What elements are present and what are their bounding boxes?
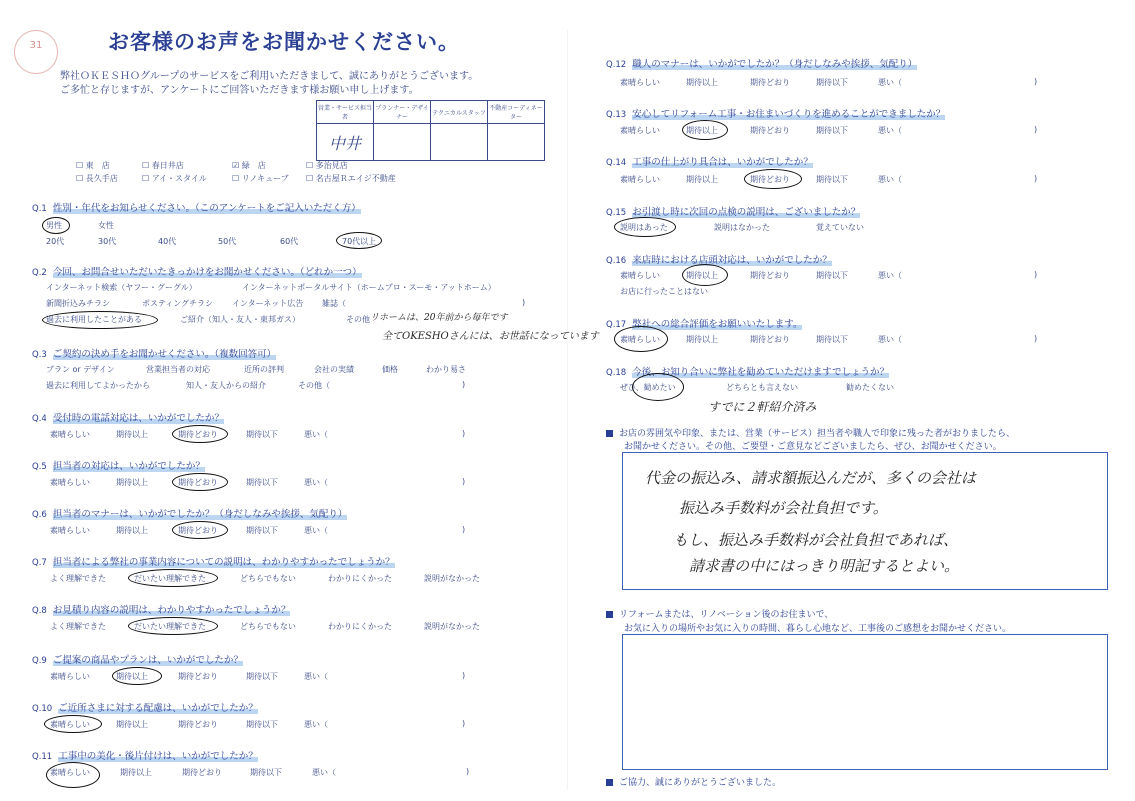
staff-header-planner: プランナー・デザイナー: [374, 101, 431, 124]
question-1: [32, 200, 361, 214]
option[interactable]: 期待以下: [246, 672, 278, 681]
answer-circle: [172, 473, 228, 491]
page-title: お客様のお声をお聞かせください。: [108, 30, 460, 54]
answer-circle: [632, 373, 684, 401]
option: ): [1034, 174, 1038, 183]
question-number: Q.16: [606, 256, 627, 266]
question-text: 担当者の対応は、いかがでしたか？: [52, 461, 205, 472]
option[interactable]: どちらとも言えない: [726, 383, 798, 392]
question-4: [32, 410, 224, 424]
answer-circle: [44, 715, 102, 733]
option[interactable]: 勧めたくない: [846, 383, 894, 392]
option[interactable]: 期待どおり: [178, 672, 218, 681]
option[interactable]: 説明はあった: [620, 223, 668, 232]
option[interactable]: 過去に利用したことがある: [46, 315, 142, 324]
option[interactable]: 説明がなかった: [424, 574, 480, 583]
impression-label-text: お店の雰囲気や印象、または、営業（サービス）担当者や職人で印象に残った者がおりましたら、: [619, 429, 1016, 439]
bullet-square-icon: [606, 611, 613, 618]
option[interactable]: ぜひ、勧めたい: [620, 383, 676, 392]
question-number: Q.3: [32, 350, 47, 360]
option[interactable]: 悪い（: [878, 126, 902, 135]
store-label: リノキューブ: [241, 174, 289, 183]
question-number: Q.8: [32, 606, 47, 616]
question-text: 職人のマナーは、いかがでしたか？（身だしなみや挨拶、気配り）: [632, 59, 918, 70]
option[interactable]: だいたい理解できた: [134, 574, 206, 583]
option[interactable]: 素晴らしい: [620, 175, 660, 184]
store-checkbox[interactable]: ☐ リノキューブ: [232, 174, 289, 183]
handwritten-comment: もし、振込み手数料が会社負担であれば、: [673, 531, 959, 549]
store-label: 長久手店: [85, 174, 118, 183]
store-label: 春日井店: [151, 161, 184, 170]
option[interactable]: 過去に利用してよかったから: [46, 381, 150, 390]
bullet-square-icon: [606, 779, 613, 786]
handwritten-answer: すでに２軒紹介済み: [708, 400, 817, 414]
staff-header-realestate: 不動産コーディネーター: [488, 101, 545, 124]
option[interactable]: 素晴らしい: [620, 271, 660, 280]
option[interactable]: 素晴らしい: [50, 720, 90, 729]
question-text: 担当者のマナーは、いかがでしたか？（身だしなみや挨拶、気配り）: [52, 509, 348, 520]
option[interactable]: 悪い（: [304, 430, 328, 439]
option[interactable]: 悪い（: [878, 175, 902, 184]
option[interactable]: 素晴らしい: [620, 126, 660, 135]
option[interactable]: 期待以上: [116, 672, 148, 681]
question-text: 受付時の電話対応は、いかがでしたか？: [52, 413, 224, 424]
option[interactable]: 期待以上: [686, 335, 718, 344]
question-number: Q.17: [606, 320, 627, 330]
answer-circle: [112, 667, 162, 685]
option[interactable]: 悪い（: [304, 526, 328, 535]
after-label: [606, 607, 833, 620]
thanks: [606, 775, 781, 788]
option[interactable]: 期待どおり: [750, 78, 790, 87]
option[interactable]: 期待以下: [250, 768, 282, 777]
option[interactable]: どちらでもない: [240, 622, 296, 631]
question-5: [32, 458, 205, 472]
option[interactable]: 雑誌（: [322, 299, 346, 308]
option[interactable]: プラン or デザイン: [46, 365, 115, 374]
answer-circle: [614, 326, 668, 352]
option[interactable]: 悪い（: [304, 478, 328, 487]
store-label: 緑 店: [241, 161, 266, 170]
answer-circle: [42, 217, 70, 234]
option[interactable]: 期待以上: [116, 430, 148, 439]
option[interactable]: 女性: [98, 221, 114, 230]
answer-circle: [682, 120, 728, 140]
option[interactable]: 期待以上: [116, 720, 148, 729]
option[interactable]: わかりにくかった: [328, 622, 392, 631]
option[interactable]: その他（: [298, 381, 330, 390]
question-14: [606, 154, 813, 168]
question-number: Q.9: [32, 656, 47, 666]
option[interactable]: 40代: [158, 237, 177, 246]
option[interactable]: 期待以上: [116, 526, 148, 535]
impression-label-2: お聞かせください。その他、ご要望・ご意見などございましたら、ぜひ、お聞かせください。: [624, 442, 1002, 452]
option[interactable]: 素晴らしい: [620, 78, 660, 87]
question-7: [32, 554, 395, 568]
after-textarea[interactable]: [622, 634, 1108, 770]
option[interactable]: 期待どおり: [750, 175, 790, 184]
option[interactable]: 素晴らしい: [50, 768, 90, 777]
option[interactable]: 期待どおり: [182, 768, 222, 777]
option[interactable]: 期待どおり: [750, 126, 790, 135]
intro-line-1: 弊社ＯＫＥＳＨＯグループのサービスをご利用いただきまして、誠にありがとうございます。: [60, 71, 479, 82]
option[interactable]: 期待どおり: [750, 271, 790, 280]
question-text: ご提案の商品やプランは、いかがでしたか？: [52, 655, 243, 666]
question-text: お見積り内容の説明は、わかりやすかったでしょうか？: [52, 605, 291, 616]
question-number: Q.10: [32, 704, 53, 714]
option[interactable]: 期待以下: [246, 430, 278, 439]
option[interactable]: 期待以上: [686, 126, 718, 135]
question-8: [32, 602, 290, 616]
question-text: 工事中の美化・後片付けは、いかがでしたか？: [58, 751, 258, 762]
option[interactable]: 期待どおり: [750, 335, 790, 344]
question-3: [32, 346, 276, 360]
after-label-text: リフォームまたは、リノベーション後のお住まいで、: [619, 610, 834, 620]
handwritten-answer: 全てOKESHOさんには、お世話になっています: [382, 331, 599, 342]
staff-realestate-cell[interactable]: [488, 124, 545, 161]
store-label: 多治見店: [315, 161, 348, 170]
answer-circle: [46, 762, 100, 788]
option[interactable]: 悪い（: [304, 672, 328, 681]
option[interactable]: 近所の評判: [244, 365, 284, 374]
question-number: Q.18: [606, 368, 627, 378]
question-13: [606, 106, 945, 120]
page-divider: [567, 30, 568, 790]
answer-circle: [682, 264, 728, 286]
after-label-2: お気に入りの場所やお気に入りの時間、暮らし心地など、工事後のご感想をお聞かせください。: [624, 624, 1012, 634]
option[interactable]: 悪い（: [878, 78, 902, 87]
question-text: 安心してリフォーム工事・お住まいづくりを進めることができましたか？: [632, 109, 946, 120]
option[interactable]: 悪い（: [312, 768, 336, 777]
answer-circle: [614, 217, 676, 237]
answer-circle: [128, 617, 218, 635]
option[interactable]: 50代: [218, 237, 237, 246]
bullet-square-icon: [606, 430, 613, 437]
option[interactable]: ご紹介（知人・友人・東邦ガス）: [180, 315, 300, 324]
question-number: Q.13: [606, 110, 627, 120]
option[interactable]: 悪い（: [304, 720, 328, 729]
option[interactable]: 30代: [98, 237, 117, 246]
option[interactable]: 20代: [46, 237, 65, 246]
option[interactable]: 素晴らしい: [50, 526, 90, 535]
option[interactable]: 期待以上: [686, 175, 718, 184]
store-label: 名古屋Ｒエイジ不動産: [315, 174, 396, 183]
option[interactable]: よく理解できた: [50, 574, 106, 583]
question-number: Q.4: [32, 414, 47, 424]
question-15: [606, 204, 860, 218]
question-number: Q.1: [32, 204, 47, 214]
question-number: Q.11: [32, 752, 53, 762]
staff-sales-name[interactable]: 中井: [317, 124, 374, 161]
option[interactable]: わかりにくかった: [328, 574, 392, 583]
answer-circle: [172, 521, 228, 539]
store-checkbox[interactable]: ☐ 名古屋Ｒエイジ不動産: [306, 174, 396, 183]
option[interactable]: 会社の実績: [314, 365, 354, 374]
question-text: 今回、お問合せいただいたきっかけをお聞かせください。（どれか一つ）: [52, 267, 362, 278]
option[interactable]: インターネット広告: [232, 299, 304, 308]
staff-planner-cell[interactable]: [374, 124, 431, 161]
answer-circle: [128, 569, 218, 587]
option[interactable]: よく理解できた: [50, 622, 106, 631]
option: ): [1034, 77, 1038, 86]
option[interactable]: 期待以上: [120, 768, 152, 777]
option[interactable]: 期待どおり: [178, 478, 218, 487]
store-checkbox[interactable]: ☐ 長久手店: [76, 174, 118, 183]
option[interactable]: 期待以下: [816, 126, 848, 135]
option[interactable]: 素晴らしい: [50, 672, 90, 681]
staff-header-sales: 営業・サービス担当者: [317, 101, 374, 124]
question-12: [606, 56, 917, 70]
question-number: Q.7: [32, 558, 47, 568]
impression-textarea[interactable]: [622, 452, 1108, 590]
answer-circle: [336, 232, 382, 249]
question-text: お引渡し時に次回の点検の説明は、ございましたか？: [632, 207, 861, 218]
question-text: ご近所さまに対する配慮は、いかがでしたか？: [58, 703, 258, 714]
option[interactable]: どちらでもない: [240, 574, 296, 583]
store-checkbox[interactable]: ☐ 春日井店: [142, 161, 184, 170]
handwritten-answer: リホームは、20年前から毎年です: [370, 313, 508, 323]
question-10: [32, 700, 258, 714]
option[interactable]: 新聞折込みチラシ: [46, 299, 110, 308]
option: ): [462, 380, 466, 389]
option: ): [462, 719, 466, 728]
option[interactable]: お店に行ったことはない: [620, 287, 708, 296]
option[interactable]: ポスティングチラシ: [142, 299, 214, 308]
option: ): [462, 525, 466, 534]
option[interactable]: 素晴らしい: [50, 430, 90, 439]
question-number: Q.12: [606, 60, 627, 70]
option[interactable]: 説明がなかった: [424, 622, 480, 631]
option[interactable]: インターネット検索（ヤフー・グーグル）: [46, 283, 197, 292]
option: ): [462, 429, 466, 438]
handwritten-comment: 振込み手数料が会社負担です。: [679, 499, 888, 517]
option[interactable]: 期待以上: [686, 271, 718, 280]
question-number: Q.6: [32, 510, 47, 520]
answer-circle: [42, 311, 158, 329]
option: ): [462, 671, 466, 680]
store-checkbox-checked[interactable]: ☑ 緑 店: [232, 161, 266, 170]
question-text: 弊社への総合評価をお願いいたします。: [632, 319, 803, 330]
answer-circle: [744, 169, 802, 189]
question-11: [32, 748, 258, 762]
question-6: [32, 506, 347, 520]
store-checkbox[interactable]: ☐ 東 店: [76, 161, 110, 170]
option[interactable]: 素晴らしい: [620, 335, 660, 344]
option[interactable]: 60代: [280, 237, 299, 246]
option: ): [1034, 334, 1038, 343]
question-number: Q.2: [32, 268, 47, 278]
store-checkbox[interactable]: ☐ 多治見店: [306, 161, 348, 170]
question-text: 性別・年代をお知らせください。（このアンケートをご記入いただく方）: [52, 203, 361, 214]
option[interactable]: 期待どおり: [178, 430, 218, 439]
option: ): [1034, 125, 1038, 134]
option[interactable]: 期待以下: [246, 720, 278, 729]
question-number: Q.14: [606, 158, 627, 168]
option[interactable]: 説明はなかった: [714, 223, 770, 232]
option[interactable]: 期待以下: [816, 335, 848, 344]
store-label: 東 店: [85, 161, 110, 170]
option: ): [462, 477, 466, 486]
question-9: [32, 652, 243, 666]
intro-line-2: ご多忙と存じますが、アンケートにご回答いただきます様お願い申し上げます。: [60, 85, 419, 96]
question-text: 工事の仕上がり具合は、いかがでしたか？: [632, 157, 813, 168]
option[interactable]: 男性: [46, 221, 62, 230]
option[interactable]: 期待以下: [246, 478, 278, 487]
option: ): [466, 767, 470, 776]
store-label: アイ・スタイル: [151, 174, 207, 183]
staff-technical-cell[interactable]: [431, 124, 488, 161]
question-number: Q.5: [32, 462, 47, 472]
staff-table: [316, 100, 545, 161]
question-text: 担当者による弊社の事業内容についての説明は、わかりやすかったでしょうか？: [52, 557, 395, 568]
option[interactable]: 期待どおり: [178, 526, 218, 535]
question-number: Q.15: [606, 208, 627, 218]
option[interactable]: 価格: [382, 365, 398, 374]
option[interactable]: わかり易さ: [426, 365, 466, 374]
question-text: 今後、お知り合いに弊社を勧めていただけますでしょうか？: [632, 367, 890, 378]
question-text: 来店時における店頭対応は、いかがでしたか？: [632, 255, 832, 266]
question-2: [32, 264, 362, 278]
option[interactable]: 期待以上: [116, 478, 148, 487]
handwritten-comment: 請求書の中にはっきり明記するとよい。: [689, 557, 960, 575]
option[interactable]: 悪い（: [878, 271, 902, 280]
question-text: ご契約の決め手をお聞かせください。（複数回答可）: [52, 349, 277, 360]
question-16: [606, 252, 832, 266]
thanks-text: ご協力、誠にありがとうございました。: [619, 778, 782, 788]
option[interactable]: 70代以上: [342, 237, 377, 246]
option: ): [1034, 270, 1038, 279]
option[interactable]: 素晴らしい: [50, 478, 90, 487]
option[interactable]: インターネットポータルサイト（ホームプロ・スーモ・アットホーム）: [242, 283, 496, 292]
impression-label: [606, 426, 1015, 439]
option[interactable]: 期待以下: [816, 78, 848, 87]
option[interactable]: 悪い（: [878, 335, 902, 344]
option[interactable]: 期待以上: [686, 78, 718, 87]
option: ): [522, 298, 526, 307]
option[interactable]: 知人・友人からの紹介: [186, 381, 266, 390]
option[interactable]: だいたい理解できた: [134, 622, 206, 631]
handwritten-comment: 代金の振込み、請求額振込んだが、多くの会社は: [645, 469, 976, 487]
option[interactable]: 期待以下: [246, 526, 278, 535]
option[interactable]: 営業担当者の対応: [146, 365, 210, 374]
option[interactable]: その他: [346, 315, 370, 324]
staff-header-technical: テクニカルスタッフ: [431, 101, 488, 124]
option[interactable]: 期待どおり: [178, 720, 218, 729]
answer-circle: [172, 425, 228, 443]
page-stamp: 31: [14, 30, 58, 74]
option[interactable]: 期待以下: [816, 175, 848, 184]
option[interactable]: 期待以下: [816, 271, 848, 280]
option[interactable]: 覚えていない: [816, 223, 864, 232]
store-checkbox[interactable]: ☐ アイ・スタイル: [142, 174, 207, 183]
